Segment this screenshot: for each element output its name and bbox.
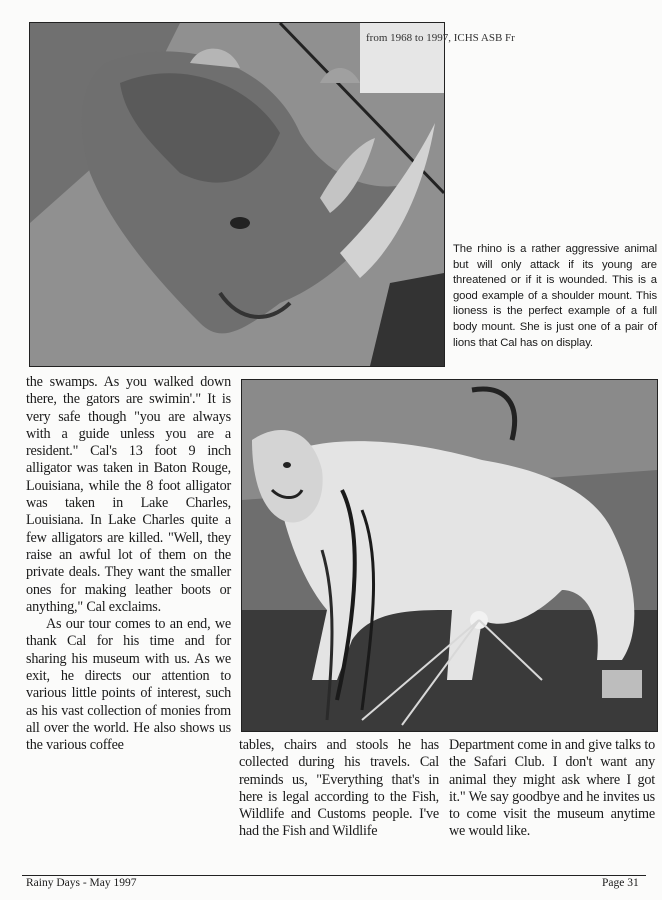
rhino-photo	[29, 22, 515, 367]
page-number: Page 31	[602, 877, 639, 889]
publication-footer: Rainy Days - May 1997	[26, 877, 137, 889]
article-paragraph: As our tour comes to an end, we thank Cal for his time and for sharing his museum with us. As we exit, he directs our attention to various little points of interest, such as his vast collection of monies from all over the world. He also shows us the various coffee	[26, 616, 231, 754]
article-column-left	[26, 374, 231, 755]
background-poster-text: from 1968 to 1997, ICHS ASB Fr	[366, 32, 515, 44]
photo-caption: The rhino is a rather aggressive animal but will only attack if its young are threatened or if it is wounded. This is a good example of a shoulder mount. This lioness is the perfect example of a full body mount. She is just one of a pair of lions that Cal has on display.	[453, 243, 657, 349]
lion-photo	[241, 379, 658, 732]
article-paragraph: Department come in and give talks to the Safari Club. I don't want any animal they might ask where I got it." We say goodbye and he invites us to come visit the museum anytime we would like.	[449, 737, 655, 840]
article-column-middle	[239, 737, 439, 841]
article-paragraph: the swamps. As you walked down there, the gators are swimin'." It is very safe though "you are always with a guide unless you are a resident." Cal's 13 foot 9 inch alligator was taken in Baton Rouge, Louisiana, while the 8 foot alligator was taken in Lake Charles, Louisiana. In Lake Charles quite a few alligators are killed. "Well, they raise an awful lot of them on the private deals. They want the smaller ones for making leather boots or anything," Cal exclaims.	[26, 374, 231, 615]
rhino-image	[30, 23, 515, 366]
article-paragraph: tables, chairs and stools he has collected during his travels. Cal reminds us, "Everything that's in here is legal according to the Fish, Wildlife and Customs people. I've had the Fish and Wildlife	[239, 737, 439, 840]
lioness-image	[242, 380, 657, 731]
article-column-right	[449, 737, 655, 841]
footer-rule	[22, 875, 646, 876]
